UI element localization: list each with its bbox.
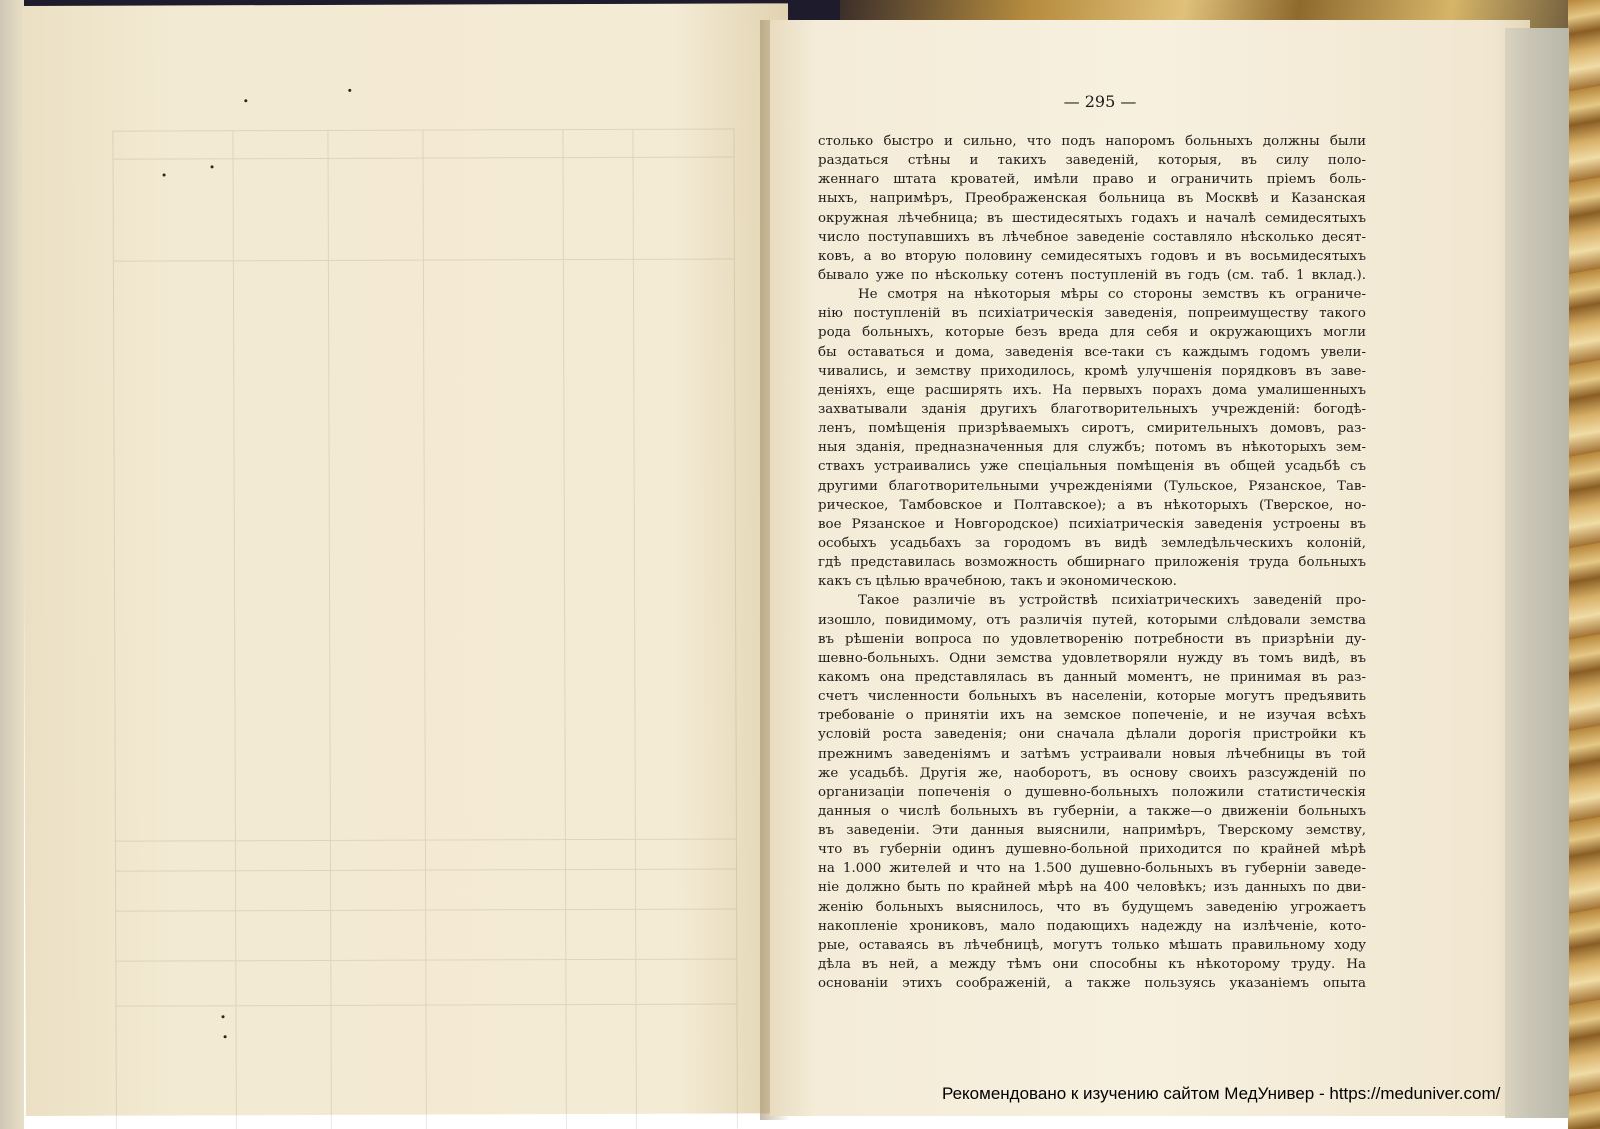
text-line: ленъ, помѣщенія призрѣваемыхъ сиротъ, смирительныхъ домовъ, раз- [818,421,1366,437]
right-page-edge [1505,28,1569,1118]
text-line: счетъ численности больныхъ въ населеніи, которые могутъ предъявить [818,689,1366,705]
bleed-through-table [112,129,738,1129]
text-line: что въ губерніи одинъ душевно-больной приходится по крайней мѣрѣ [818,842,1366,858]
marbled-endpaper-right [1568,0,1600,1129]
text-line: столько быстро и сильно, что подъ напоромъ больныхъ должны были [818,134,1366,149]
text-line: требованіе о принятіи ихъ на земское попеченіе, и не изучая всѣхъ [818,708,1366,724]
text-line: ковъ, а во вторую половину семидесятыхъ годовъ и въ восьмидесятыхъ [818,248,1366,264]
text-line: другими благотворительными учрежденіями (Тульское, Рязанское, Тав- [818,478,1366,494]
text-line: женнаго штата кроватей, имѣли право и ограничить пріемъ боль- [818,172,1366,188]
text-line: женію больныхъ выяснилось, что въ будущемъ заведенію угрожаетъ [818,899,1366,915]
text-line: Такое различіе въ устройствѣ психіатрическихъ заведеній про- [858,593,1366,609]
text-line: ныя зданія, предназначенныя для службъ; потомъ въ нѣкоторыхъ зем- [818,440,1366,456]
text-line: число поступавшихъ въ лѣчебное заведеніе составляло нѣсколько десят- [818,229,1366,245]
text-line: ствахъ устраивались уже спеціальныя помѣщенія въ общей усадьбѣ съ [818,459,1366,475]
text-line: ныхъ, напримѣръ, Преображенская больница въ Москвѣ и Казанская [818,191,1366,207]
text-line: изошло, повидимому, отъ различія путей, которыми слѣдовали земства [818,612,1366,628]
text-line: захватывали зданія другихъ благотворительныхъ учрежденій: богодѣ- [818,401,1366,417]
text-line: прежнимъ заведеніямъ и затѣмъ устраивали новыя лѣчебницы въ той [818,746,1366,762]
text-line: накопленіе хрониковъ, мало подающихъ надежду на излѣченіе, кото- [818,918,1366,934]
text-line: бы оставаться и дома, заведенія все-таки съ каждымъ годомъ увели- [818,344,1366,360]
text-line: рическое, Тамбовское и Полтавское); а въ нѣкоторыхъ (Тверское, но- [818,497,1366,513]
text-line: чивались, и земству приходилось, кромѣ улучшенія порядковъ въ заве- [818,363,1366,379]
text-line: въ заведеніи. Эти данныя выяснили, напримѣръ, Тверскому земству, [818,823,1366,839]
text-line: въ рѣшеніи вопроса по удовлетворенію потребности въ призрѣніи ду- [818,631,1366,647]
text-line: рода больныхъ, которые безъ вреда для себя и окружающихъ могли [818,325,1366,341]
text-line: данныя о числѣ больныхъ въ губерніи, а также—о движеніи больныхъ [818,803,1366,819]
text-line: Не смотря на нѣкоторыя мѣры со стороны земствъ къ ограниче- [858,287,1366,303]
text-line: организаціи попеченія о душевно-больныхъ положили статистическія [818,784,1366,800]
text-line: ніе должно быть по крайней мѣрѣ на 400 человѣкъ; изъ данныхъ по дви- [818,880,1366,896]
text-line: вое Рязанское и Новгородское) психіатрическія заведенія устроены въ [818,516,1366,532]
text-line: условій роста заведенія; они сначала дѣлали дорогія пристройки къ [818,727,1366,743]
text-line: дѣла въ ней, а между тѣмъ они способны къ нѣкоторому труду. На [818,957,1366,973]
page-text [818,132,1366,993]
text-line: на 1.000 жителей и что на 1.500 душевно-больныхъ въ губерніи заведе- [818,861,1366,877]
left-page [22,3,792,1116]
page-number: — 295 — [1063,92,1137,111]
text-line: же усадьбѣ. Другія же, наоборотъ, въ основу своихъ разсужденій по [818,765,1366,781]
text-line: окружная лѣчебница; въ шестидесятыхъ годахъ и началѣ семидесятыхъ [818,210,1366,226]
text-line: основаніи этихъ соображеній, а также пользуясь указаніемъ опыта [818,976,1366,992]
text-line: какъ съ цѣлью врачебною, такъ и экономическою. [818,574,1177,590]
text-line: особыхъ усадьбахъ за городомъ въ видѣ земледѣльческихъ колоній, [818,535,1366,551]
text-line: гдѣ представилась возможность обширнаго приложенія труда больныхъ [818,555,1366,571]
text-line: нію поступленій въ психіатрическія заведенія, попреимуществу такого [818,306,1366,322]
text-line: шевно-больныхъ. Одни земства удовлетворяли нужду въ томъ видѣ, въ [818,650,1366,666]
left-page-edge [0,0,24,1129]
watermark-caption: Рекомендовано к изучению сайтом МедУнивер - https://meduniver.com/ [942,1084,1501,1103]
text-line: бывало уже по нѣскольку сотенъ поступленій въ годъ (см. таб. 1 вклад.). [818,267,1366,283]
text-line: рые, оставаясь въ лѣчебницѣ, могутъ только мѣшать правильному ходу [818,937,1366,953]
text-line: раздаться стѣны и такихъ заведеній, которыя, въ силу поло- [818,153,1366,169]
text-line: деніяхъ, еще расширять ихъ. На первыхъ порахъ дома умалишенныхъ [818,382,1366,398]
text-line: какомъ она представлялась въ данный моментъ, не принимая въ раз- [818,669,1366,685]
